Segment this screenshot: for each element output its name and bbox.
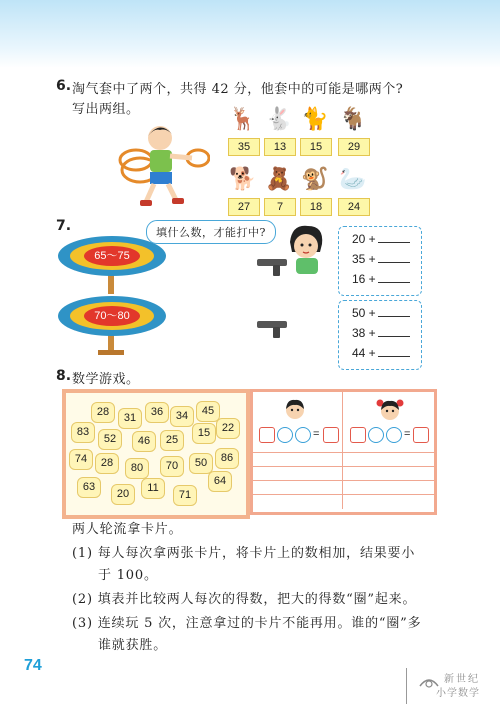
number-card: 86 — [215, 448, 239, 469]
target-sign-2 — [58, 296, 166, 336]
q8-rule2: (2) 填表并比较两人每次的得数，把大的得数“圈”起来。 — [72, 592, 417, 607]
q8-rule3-line2: 谁就获胜。 — [98, 638, 168, 653]
score-card: 35 — [228, 138, 260, 156]
table-divider — [342, 392, 343, 509]
number-card: 20 — [111, 484, 135, 505]
boy-avatar — [283, 397, 307, 421]
answer-circle — [295, 427, 311, 443]
q6-text-line1: 淘气套中了两个，共得 42 分，他套中的可能是哪两个? — [72, 82, 404, 97]
number-card: 36 — [145, 402, 169, 423]
number-card: 83 — [71, 422, 95, 443]
cat-icon: 🐈 — [301, 106, 329, 132]
q6-number: 6. — [56, 78, 72, 94]
number-card: 22 — [216, 418, 240, 439]
table-row-line — [253, 466, 434, 467]
answer-square — [350, 427, 366, 443]
q8-title: 数学游戏。 — [72, 372, 140, 387]
bear-icon: 🧸 — [265, 166, 293, 192]
goat-icon: 🐐 — [339, 106, 367, 132]
answer-circle — [368, 427, 384, 443]
score-card: 24 — [338, 198, 370, 216]
number-card: 25 — [160, 430, 184, 451]
number-card: 45 — [196, 401, 220, 422]
equals-sign: = — [404, 428, 411, 440]
equation-line: 38 + — [352, 326, 410, 340]
score-card: 7 — [264, 198, 296, 216]
number-card: 15 — [192, 423, 216, 444]
answer-square — [413, 427, 429, 443]
score-card: 15 — [300, 138, 332, 156]
toy-gun-icon — [255, 255, 289, 277]
footer-divider — [406, 668, 407, 704]
equation-line: 20 + — [352, 232, 410, 246]
target-range-1: 65～75 — [84, 246, 140, 266]
brand-line2: 小学数学 — [436, 688, 480, 699]
speech-text: 填什么数，才能打中? — [156, 226, 266, 239]
score-card: 18 — [300, 198, 332, 216]
deer-icon: 🦌 — [229, 106, 257, 132]
rabbit-icon: 🐇 — [265, 106, 293, 132]
number-card: 70 — [160, 456, 184, 477]
number-card: 46 — [132, 431, 156, 452]
q7-number: 7. — [56, 218, 72, 234]
q8-rule1-line2: 于 100。 — [98, 568, 158, 583]
boy-throwing-rings-illustration — [110, 118, 210, 210]
q8-number: 8. — [56, 368, 72, 384]
number-card: 63 — [77, 477, 101, 498]
equals-sign: = — [313, 428, 320, 440]
number-card: 31 — [118, 408, 142, 429]
q8-rule3-line1: (3) 连续玩 5 次，注意拿过的卡片不能再用。谁的“圈”多 — [72, 616, 422, 631]
score-card: 27 — [228, 198, 260, 216]
top-banner — [0, 0, 500, 68]
number-card: 34 — [170, 406, 194, 427]
score-card: 29 — [338, 138, 370, 156]
q6-text-line2: 写出两组。 — [72, 102, 140, 117]
goose-icon: 🦢 — [339, 166, 367, 192]
number-card: 50 — [189, 453, 213, 474]
table-row-line — [253, 480, 434, 481]
number-card: 71 — [173, 485, 197, 506]
girl-avatar — [376, 397, 404, 423]
answer-square — [323, 427, 339, 443]
score-card: 13 — [264, 138, 296, 156]
answer-circle — [386, 427, 402, 443]
equation-line: 35 + — [352, 252, 410, 266]
table-row-line — [253, 494, 434, 495]
number-card: 64 — [208, 471, 232, 492]
equation-line: 50 + — [352, 306, 410, 320]
number-card: 11 — [141, 478, 165, 499]
answer-circle — [277, 427, 293, 443]
target-range-2: 70～80 — [84, 306, 140, 326]
answer-square — [259, 427, 275, 443]
q8-rule1-line1: (1) 每人每次拿两张卡片，将卡片上的数相加，结果要小 — [72, 546, 416, 561]
number-card: 74 — [69, 449, 93, 470]
girl-thinking-illustration — [284, 222, 328, 274]
monkey-icon: 🐒 — [301, 166, 329, 192]
target-base — [98, 350, 124, 355]
number-card: 28 — [91, 402, 115, 423]
table-row-line — [253, 452, 434, 453]
number-card: 28 — [95, 453, 119, 474]
page-number: 74 — [24, 657, 42, 674]
q8-intro: 两人轮流拿卡片。 — [72, 522, 183, 537]
equation-line: 44 + — [352, 346, 410, 360]
dog-icon: 🐕 — [229, 166, 257, 192]
number-card: 80 — [125, 458, 149, 479]
equation-line: 16 + — [352, 272, 410, 286]
toy-gun-icon — [255, 317, 289, 339]
number-card: 52 — [98, 429, 122, 450]
brand-line1: 新世纪 — [444, 674, 480, 685]
